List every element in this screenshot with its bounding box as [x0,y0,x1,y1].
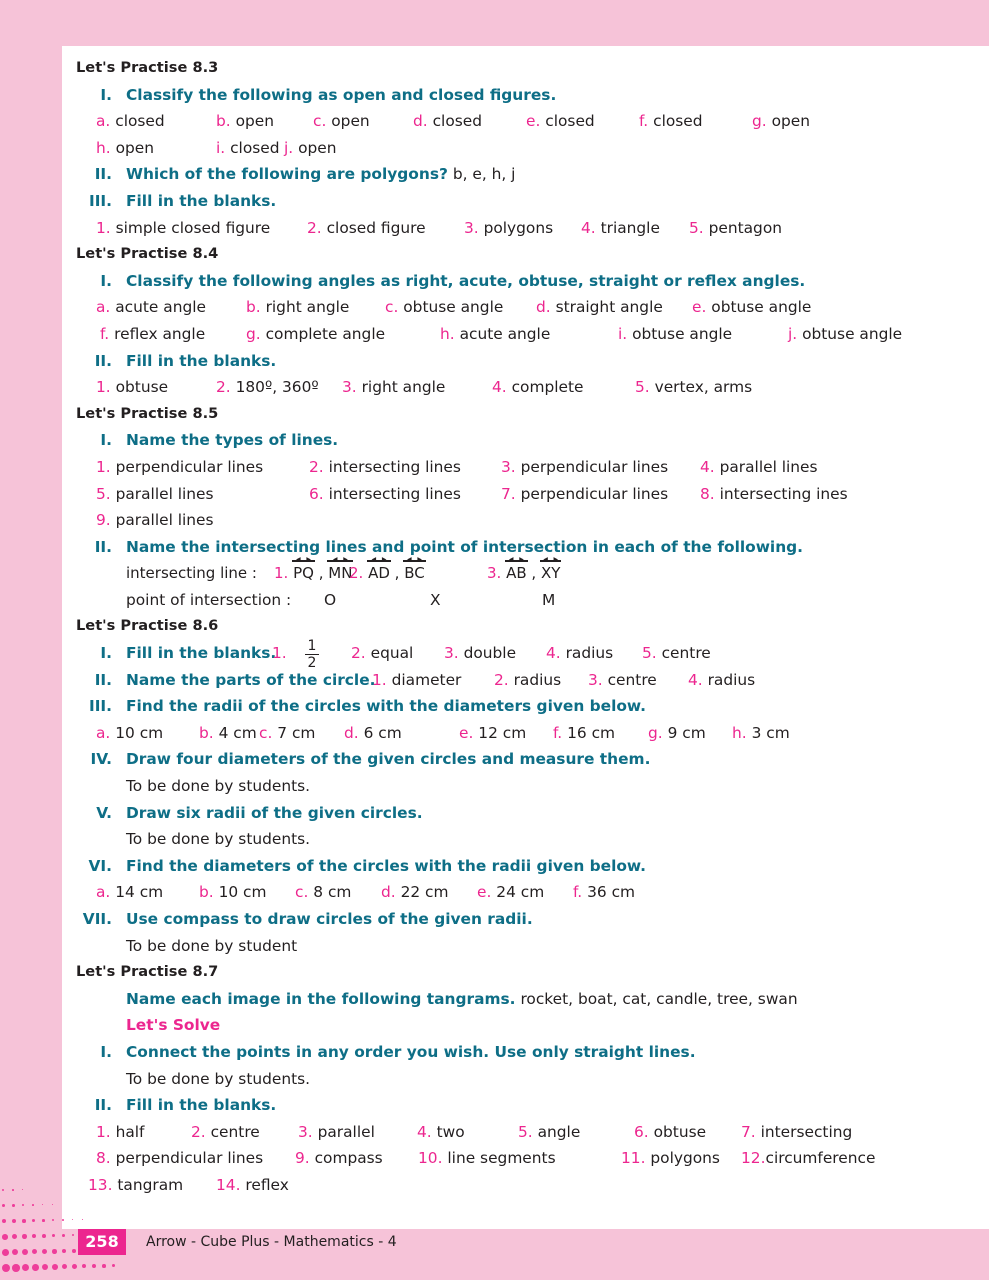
question-heading: III. Find the radii of the circles with the diameters given below. [88,697,647,716]
intersection-points-row: point of intersection : O X M [126,590,556,609]
halftone-dot [2,1234,8,1240]
halftone-dot [2,1249,9,1256]
halftone-dot [52,1219,54,1221]
halftone-dot [52,1204,53,1205]
halftone-dot [62,1219,64,1221]
halftone-dot [62,1234,65,1237]
halftone-dot [42,1249,47,1254]
intersecting-lines-row: intersecting line : 1. PQ ◀ ▶ , MN ◀ ▶ 2. AD ◀ ▶ , BC ◀ ▶ 3. AB ◀ ▶ , XY ◀ ▶ [62,560,982,587]
page-number: 258 [78,1229,126,1255]
halftone-dot [42,1234,46,1238]
question-heading: II. Which of the following are polygons? b, e, h, j [94,165,516,184]
question-heading: VII. Use compass to draw circles of the given radii. [82,910,533,928]
answer-row: f. reflex angle g. complete angle h. acute angle i. obtuse angle j. obtuse angle [100,324,903,343]
question-heading: II. Name the intersecting lines and point of intersection in each of the following. [94,537,804,556]
question-heading: I. Connect the points in any order you wish. Use only straight lines. [100,1042,696,1061]
answer-row: 8. perpendicular lines 9. compass 10. line segments 11. polygons 12.circumference [96,1149,876,1168]
answer-text: To be done by student [126,936,298,955]
section-title: Let's Practise 8.7 [76,963,219,981]
halftone-dot [12,1189,14,1191]
section-title: Let's Practise 8.4 [76,245,219,263]
halftone-dot [32,1249,37,1254]
halftone-dot [42,1219,45,1222]
halftone-dot [12,1204,15,1207]
halftone-dot [22,1249,28,1255]
question-heading: I. Fill in the blanks. 1. $\frac{1}{2}$ 2. equal 3. double 4. radius 5. centre [100,638,711,672]
halftone-dot [2,1219,6,1223]
section-title: Let's Practise 8.3 [76,59,219,76]
fraction-one-half: $\frac{1}{2}$ [305,639,319,670]
answer-row: h. open i. closed j. open [96,138,337,157]
halftone-dot [72,1264,77,1269]
halftone-dot [52,1249,57,1254]
halftone-dot [72,1234,74,1236]
halftone-dot [22,1264,29,1271]
answer-row: 1. simple closed figure 2. closed figure 3. polygons 4. triangle 5. pentagon [96,218,782,237]
halftone-dot [12,1234,17,1239]
lets-solve-heading: Let's Solve [126,1016,221,1035]
halftone-dot [2,1189,4,1191]
halftone-dot [82,1219,83,1220]
halftone-dot [92,1264,96,1268]
halftone-dot [12,1249,18,1255]
halftone-dot [22,1234,27,1239]
book-title: Arrow - Cube Plus - Mathematics - 4 [146,1234,397,1250]
halftone-dot [22,1219,26,1223]
question-heading: III. Fill in the blanks. [88,191,277,210]
halftone-dot [72,1219,73,1220]
answer-row: 9. parallel lines [96,511,214,530]
question-heading: I. Name the types of lines. [100,431,339,450]
halftone-dot [32,1204,34,1206]
halftone-dot [2,1264,10,1272]
answer-text: To be done by students. [126,1069,311,1088]
answer-row: a. 10 cm b. 4 cm c. 7 cm d. 6 cm e. 12 cm f. 16 cm g. 9 cm h. 3 cm [96,723,790,742]
halftone-dot [62,1264,67,1269]
halftone-dot [72,1249,76,1253]
halftone-dot [42,1204,43,1205]
halftone-dot [2,1204,5,1207]
question-heading: I. Classify the following angles as right, acute, obtuse, straight or reflex angles. [100,271,806,290]
answer-row: a. 14 cm b. 10 cm c. 8 cm d. 22 cm e. 24 cm f. 36 cm [96,883,636,902]
answer-row: 1. obtuse 2. 180º, 360º 3. right angle 4. complete 5. vertex, arms [96,378,753,397]
halftone-dot [52,1264,58,1270]
answer-text: To be done by students. [126,777,311,796]
answer-row: 1. half 2. centre 3. parallel 4. two 5. angle 6. obtuse 7. intersecting [96,1122,853,1141]
answer-row: a. closed b. open c. open d. closed e. closed f. closed g. open [96,112,810,131]
answer-row: a. acute angle b. right angle c. obtuse angle d. straight angle e. obtuse angle [96,298,812,317]
section-title: Let's Practise 8.5 [76,404,219,422]
halftone-dot [32,1234,36,1238]
halftone-dot [22,1204,24,1206]
section-title: Let's Practise 8.6 [76,617,219,635]
halftone-dot [22,1189,23,1190]
answer-key [62,55,982,1199]
question-heading: V. Draw six radii of the given circles. [96,803,423,822]
halftone-dot [32,1264,39,1271]
halftone-dot [42,1264,48,1270]
question-heading: I. Classify the following as open and closed figures. [100,85,557,104]
answer-row: 13. tangram 14. reflex [88,1175,289,1194]
halftone-dot [82,1264,86,1268]
answer-row: 1. perpendicular lines 2. intersecting lines 3. perpendicular lines 4. parallel lines [96,457,818,476]
halftone-dot [32,1219,35,1222]
halftone-dot [112,1264,115,1267]
question-heading: II. Fill in the blanks. [94,1096,277,1115]
halftone-dot [12,1264,20,1272]
question-heading: Name each image in the following tangrams. rocket, boat, cat, candle, tree, swan [126,989,798,1008]
halftone-dot [52,1234,55,1237]
halftone-dot [102,1264,106,1268]
halftone-dot [62,1249,66,1253]
question-heading: IV. Draw four diameters of the given circles and measure them. [90,750,651,769]
question-heading: II. Name the parts of the circle. 1. diameter 2. radius 3. centre 4. radius [94,670,756,689]
answer-text: To be done by students. [126,830,311,849]
answer-row: 5. parallel lines 6. intersecting lines 7. perpendicular lines 8. intersecting ines [96,484,848,503]
halftone-dot [12,1219,16,1223]
question-heading: II. Fill in the blanks. [94,351,277,370]
question-heading: VI. Find the diameters of the circles with the radii given below. [88,856,647,875]
